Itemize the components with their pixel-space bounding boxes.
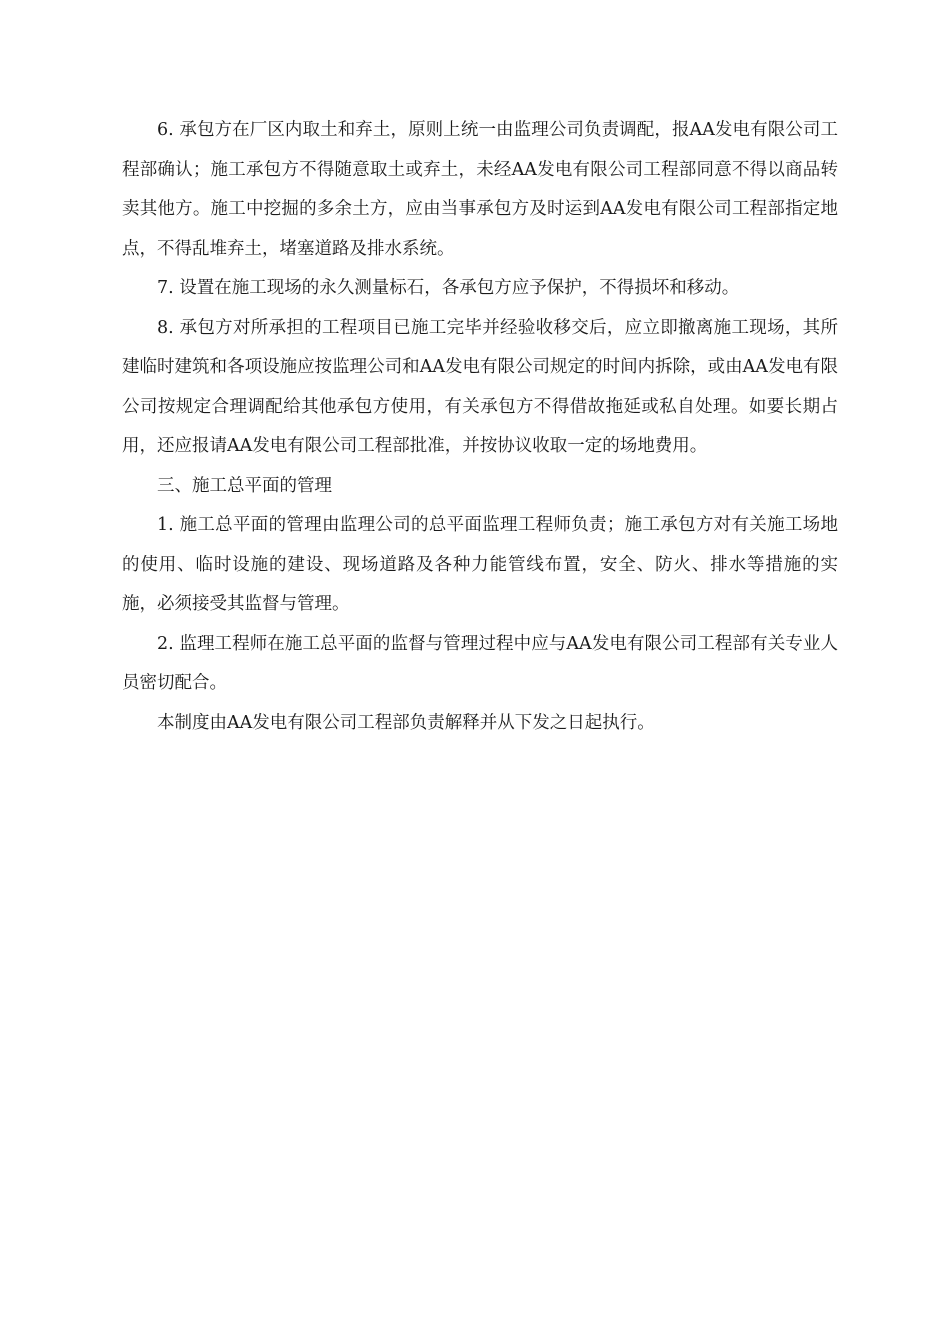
document-body [122,111,838,743]
section-heading: 三、施工总平面的管理 [157,475,332,496]
paragraph-item-8: 8. 承包方对所承担的工程项目已施工完毕并经验收移交后，应立即撤离施工现场，其所建临时建筑和各项设施应按监理公司和AA发电有限公司规定的时间内拆除，或由AA发电有限公司按规定合理调配给其他承包方使用，有关承包方不得借故拖延或私自处理。如要长期占用，还应报请AA发电有限公司工程部批准，并按协议收取一定的场地费用。 [122,317,838,456]
section-paragraph-1: 1. 施工总平面的管理由监理公司的总平面监理工程师负责；施工承包方对有关施工场地的使用、临时设施的建设、现场道路及各种力能管线布置，安全、防火、排水等措施的实施，必须接受其监督与管理。 [122,515,838,614]
paragraph-item-6: 6. 承包方在厂区内取土和弃土，原则上统一由监理公司负责调配，报AA发电有限公司工程部确认；施工承包方不得随意取土或弃土，未经AA发电有限公司工程部同意不得以商品转卖其他方。施工中挖掘的多余土方，应由当事承包方及时运到AA发电有限公司工程部指定地点，不得乱堆弃土，堵塞道路及排水系统。 [122,120,838,259]
section-paragraph-2: 2. 监理工程师在施工总平面的监督与管理过程中应与AA发电有限公司工程部有关专业人员密切配合。 [122,633,838,693]
closing-statement: 本制度由AA发电有限公司工程部负责解释并从下发之日起执行。 [157,712,655,733]
paragraph-item-7: 7. 设置在施工现场的永久测量标石，各承包方应予保护，不得损坏和移动。 [157,278,740,298]
